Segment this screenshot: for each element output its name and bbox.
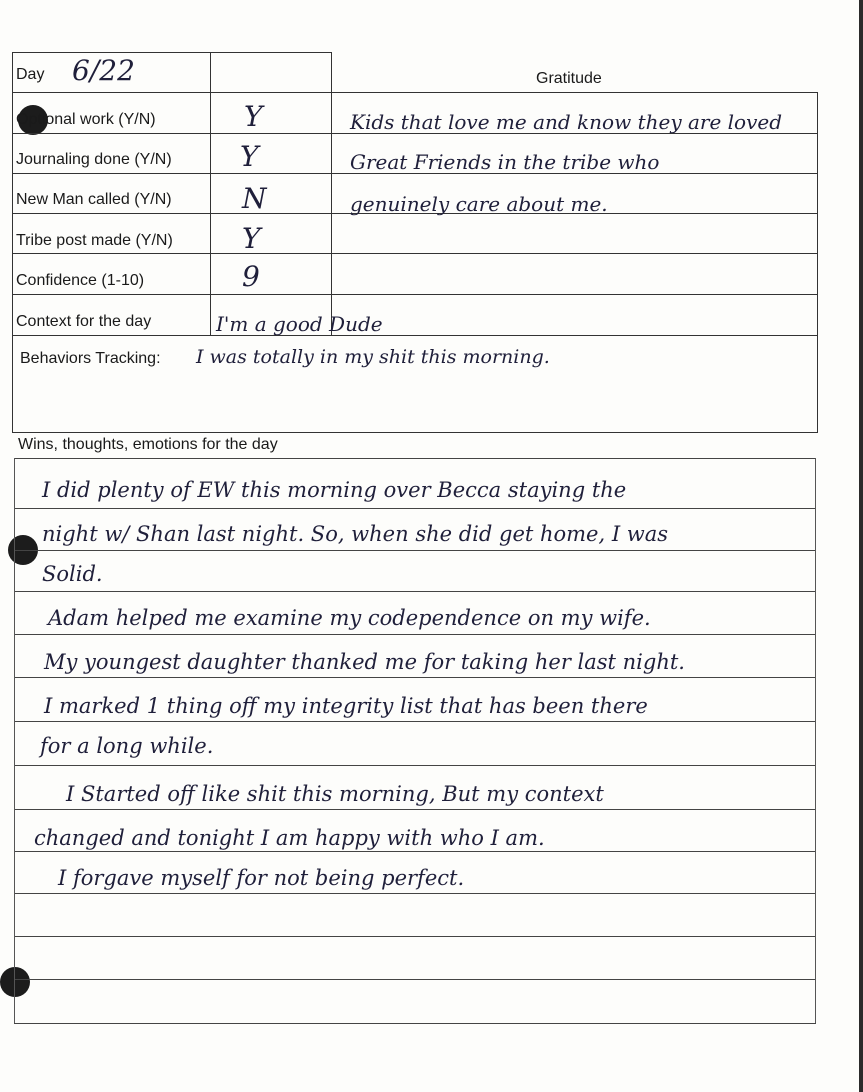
wins-line: I did plenty of EW this morning over Becca staying the — [42, 478, 627, 502]
tracker-label-context: Context for the day — [16, 313, 152, 330]
behaviors-label: Behaviors Tracking: — [20, 350, 161, 367]
table-right-border — [817, 92, 818, 432]
wins-line: My youngest daughter thanked me for taking her last night. — [44, 650, 685, 674]
wins-line: Adam helped me examine my codependence on my wife. — [48, 606, 651, 630]
wins-line: night w/ Shan last night. So, when she did get home, I was — [42, 522, 669, 546]
gratitude-title: Gratitude — [536, 70, 602, 87]
gratitude-line: genuinely care about me. — [350, 192, 608, 216]
wins-line: I Started off like shit this morning, But my context — [66, 782, 604, 806]
gratitude-line: Great Friends in the tribe who — [350, 150, 660, 174]
ruled-line — [14, 721, 816, 722]
ruled-line — [14, 809, 816, 810]
punch-hole-bottom — [0, 967, 30, 997]
table-rule — [12, 253, 818, 254]
ruled-line — [14, 1023, 816, 1024]
behaviors-value: I was totally in my shit this morning. — [196, 346, 550, 368]
tracker-label-day: Day — [16, 66, 45, 83]
table-column-divider — [210, 52, 211, 335]
ruled-line — [14, 893, 816, 894]
wins-line: I forgave myself for not being perfect. — [58, 866, 465, 890]
wins-title: Wins, thoughts, emotions for the day — [18, 436, 278, 453]
ruled-line — [14, 458, 816, 459]
wins-line: for a long while. — [40, 734, 214, 758]
table-top-border — [12, 52, 332, 53]
gratitude-line: Kids that love me and know they are loved — [350, 110, 783, 134]
ruled-line — [14, 851, 816, 852]
new-man-called-value: N — [242, 182, 267, 215]
wins-right-border — [815, 458, 816, 1023]
tracker-label-tribe-post: Tribe post made (Y/N) — [16, 232, 173, 249]
wins-left-border — [14, 458, 15, 1023]
wins-line: Solid. — [42, 562, 103, 586]
ruled-line — [14, 677, 816, 678]
table-column-divider — [331, 52, 332, 335]
tribe-post-value: Y — [242, 222, 261, 255]
optional-work-value: Y — [244, 100, 263, 133]
tracker-label-optional-work: Optional work (Y/N) — [16, 111, 156, 128]
ruled-line — [14, 979, 816, 980]
table-rule — [12, 335, 818, 336]
ruled-line — [14, 591, 816, 592]
ruled-line — [14, 634, 816, 635]
table-rule — [12, 432, 818, 433]
tracker-label-confidence: Confidence (1-10) — [16, 272, 145, 289]
wins-line: changed and tonight I am happy with who I am. — [34, 826, 545, 850]
ruled-line — [14, 936, 816, 937]
table-left-border — [12, 52, 13, 432]
journaling-value: Y — [240, 140, 259, 173]
table-rule — [12, 92, 818, 93]
ruled-line — [14, 508, 816, 509]
wins-line: I marked 1 thing off my integrity list that has been there — [44, 694, 648, 718]
ruled-line — [14, 550, 816, 551]
tracker-label-new-man-called: New Man called (Y/N) — [16, 191, 172, 208]
day-value: 6/22 — [72, 54, 135, 87]
page-edge — [859, 0, 863, 1092]
table-rule — [12, 294, 818, 295]
ruled-line — [14, 765, 816, 766]
confidence-value: 9 — [242, 260, 260, 293]
context-value: I'm a good Dude — [216, 312, 383, 336]
tracker-label-journaling: Journaling done (Y/N) — [16, 151, 172, 168]
